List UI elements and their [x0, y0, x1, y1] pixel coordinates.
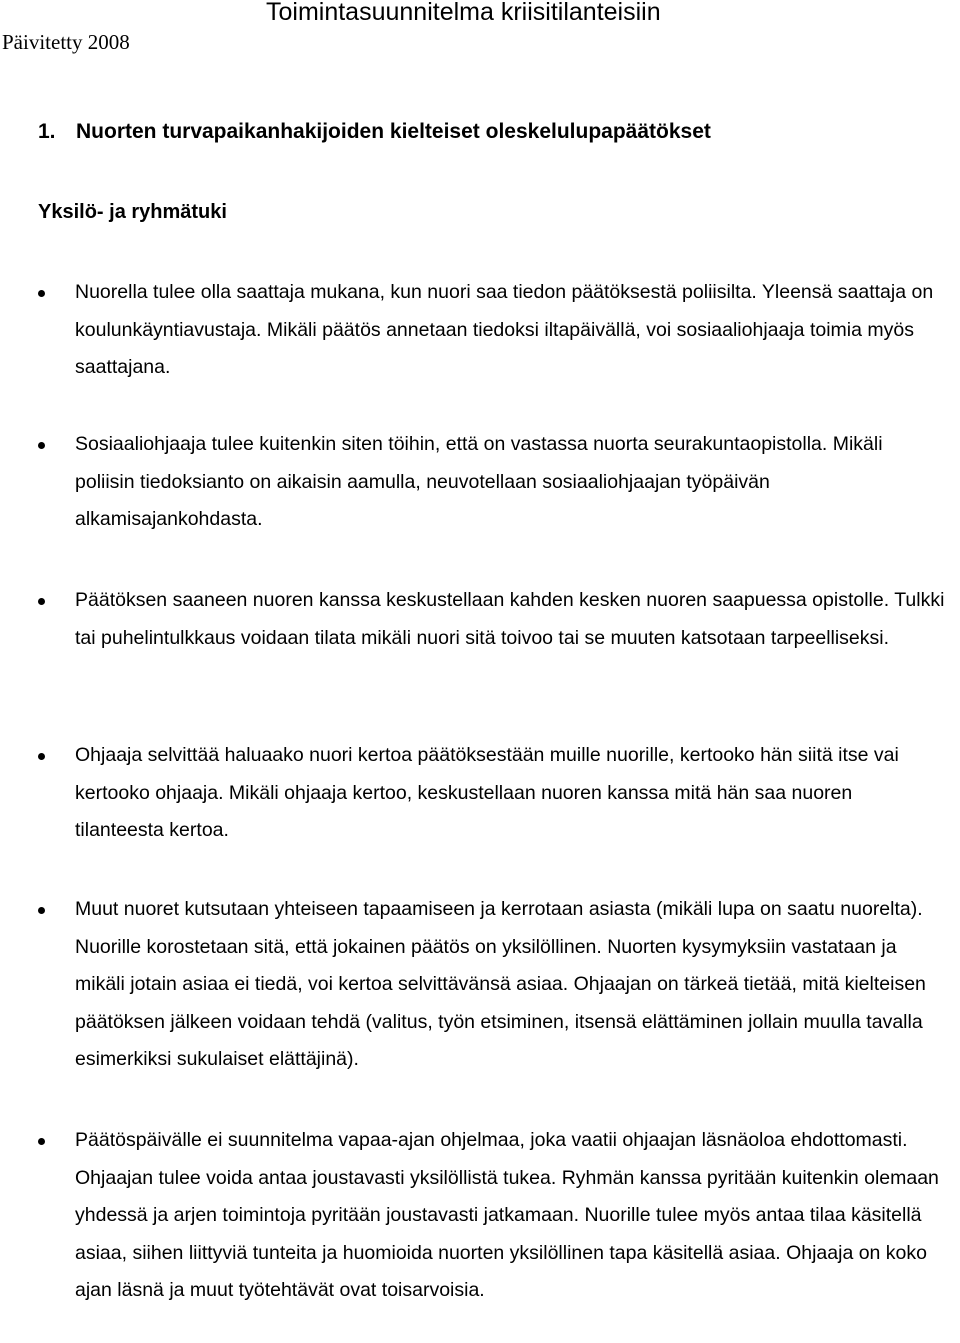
- bullet-text: Nuorella tulee olla saattaja mukana, kun nuori saa tiedon päätöksestä poliisilta. Yleensä saattaja on koulunkäyntiavustaja. Mikäli päätös annetaan tiedoksi iltapäivällä, voi sosiaaliohjaaja toimia myös saattajana.: [75, 281, 934, 379]
- bullet-item: [38, 274, 938, 387]
- bullet-item: [38, 582, 945, 657]
- bullet-text: Päätöspäivälle ei suunnitelma vapaa-ajan ohjelmaa, joka vaatii ohjaajan läsnäoloa ehdottomasti. Ohjaajan tulee voida antaa joustavasti yksilöllistä tukea. Ryhmän kanssa pyritään kuitenkin olemaan yhdessä ja arjen toimintoja pyritään joustavasti jatkamaan. Nuorille tulee myös antaa tilaa käsitellä asiaa, siihen liittyviä tunteita ja huomioida nuorten yksilöllinen tapa käsitellä asiaa. Ohjaaja on koko ajan läsnä ja muut työtehtävät ovat toisarvoisia.: [75, 1129, 939, 1302]
- bullet-item: [38, 426, 938, 539]
- bullet-dot-icon: [38, 442, 45, 449]
- document-title: Toimintasuunnitelma kriisitilanteisiin: [266, 0, 661, 26]
- bullet-dot-icon: [38, 598, 45, 605]
- updated-date: Päivitetty 2008: [2, 30, 130, 54]
- bullet-dot-icon: [38, 290, 45, 297]
- bullet-text: Muut nuoret kutsutaan yhteiseen tapaamiseen ja kerrotaan asiasta (mikäli lupa on saatu nuorelta). Nuorille korostetaan sitä, että jokainen päätös on yksilöllinen. Nuorten kysymyksiin vastataan ja mikäli jotain asiaa ei tiedä, voi kertoa selvittävänsä asiaa. Ohjaajan on tärkeä tietää, mitä kielteisen päätöksen jälkeen voidaan tehdä (valitus, työn etsiminen, itsensä elättäminen jollain muulla tavalla esimerkiksi sukulaiset elättäjinä).: [75, 898, 926, 1071]
- section-number: 1.: [38, 120, 56, 143]
- bullet-dot-icon: [38, 907, 45, 914]
- section-heading-text: Nuorten turvapaikanhakijoiden kielteiset oleskelulupapäätökset: [76, 120, 711, 143]
- bullet-dot-icon: [38, 1138, 45, 1145]
- bullet-item: [38, 891, 938, 1079]
- bullet-text: Päätöksen saaneen nuoren kanssa keskustellaan kahden kesken nuoren saapuessa opistolle. Tulkki tai puhelintulkkaus voidaan tilata mikäli nuori sitä toivoo tai se muuten katsotaan tarpeelliseksi.: [75, 589, 945, 649]
- section-heading: [38, 120, 711, 144]
- bullet-text: Ohjaaja selvittää haluaako nuori kertoa päätöksestään muille nuorille, kertooko hän siitä itse vai kertooko ohjaaja. Mikäli ohjaaja kertoo, keskustellaan nuoren kanssa mitä hän saa nuoren tilanteesta kertoa.: [75, 744, 899, 842]
- bullet-item: [38, 737, 938, 850]
- bullet-dot-icon: [38, 753, 45, 760]
- subheading: Yksilö- ja ryhmätuki: [38, 201, 227, 223]
- bullet-text: Sosiaaliohjaaja tulee kuitenkin siten töihin, että on vastassa nuorta seurakuntaopistolla. Mikäli poliisin tiedoksianto on aikaisin aamulla, neuvotellaan sosiaaliohjaajan työpäivän alkamisajankohdasta.: [75, 433, 883, 531]
- bullet-item: [38, 1122, 938, 1310]
